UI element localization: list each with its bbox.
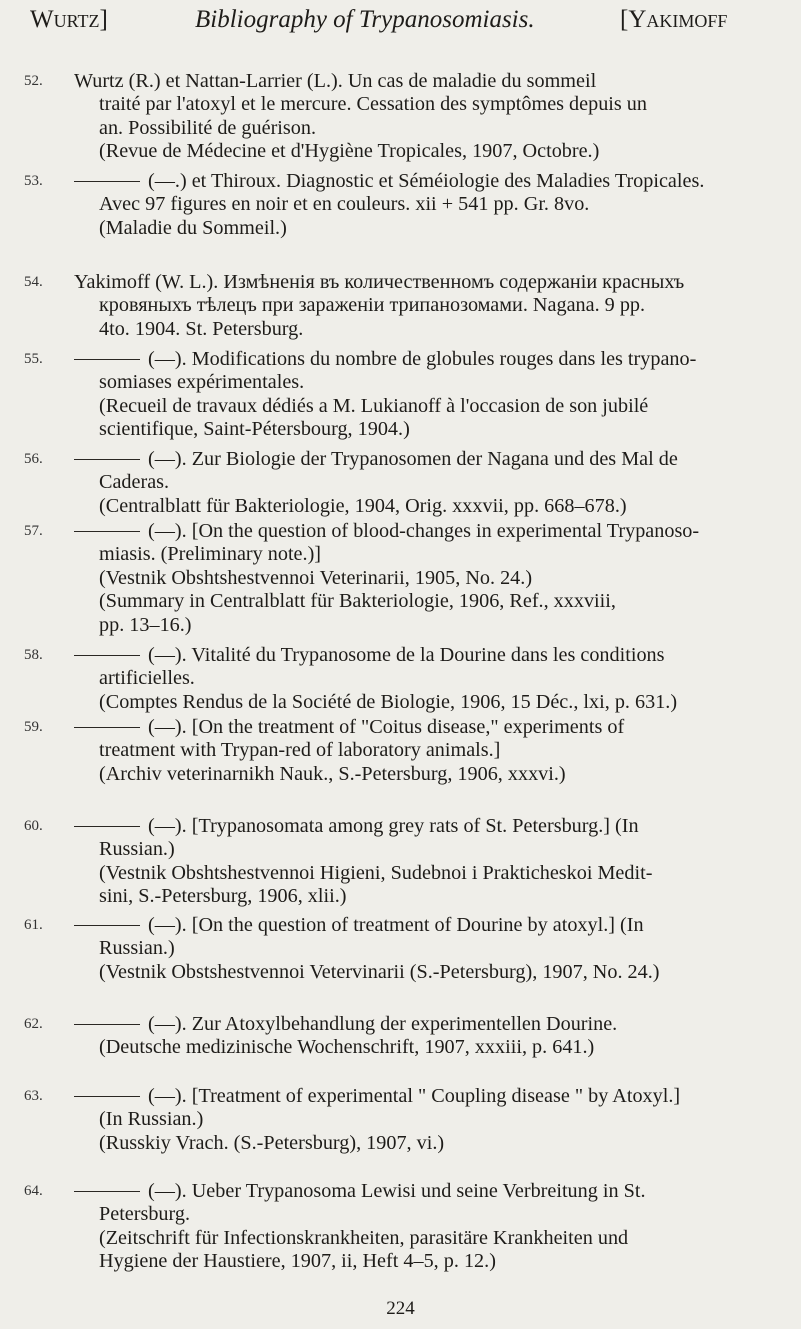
header-right: [Yakimoff [620, 6, 728, 33]
entry-line [24, 667, 774, 690]
bibliography-entry [24, 1085, 774, 1155]
entry-text: (—). [Treatment of experimental " Coupling disease " by Atoxyl.] [148, 1085, 681, 1107]
bibliography-entry [24, 70, 774, 164]
entry-text: (Maladie du Sommeil.) [99, 216, 287, 239]
entry-line [24, 1036, 774, 1059]
entry-line [24, 1203, 774, 1226]
entry-line [24, 495, 774, 518]
entry-line [24, 961, 774, 984]
entry-number: 64. [24, 1183, 43, 1199]
entry-text: (—). [On the treatment of "Coitus disease," experiments of [148, 716, 625, 738]
entry-line [24, 1132, 774, 1155]
entry-text: Avec 97 figures en noir et en couleurs. xii + 541 pp. Gr. 8vo. [99, 193, 590, 216]
ditto-rule [74, 826, 140, 827]
entry-text: Caderas. [99, 471, 170, 494]
entry-text: artificielles. [99, 667, 195, 690]
entry-text: (Zeitschrift für Infectionskrankheiten, parasitäre Krankheiten und [99, 1226, 629, 1249]
bibliography-entry [24, 914, 774, 984]
entry-line [24, 567, 774, 590]
entry-text: Hygiene der Haustiere, 1907, ii, Heft 4–5, p. 12.) [99, 1250, 496, 1273]
entry-text: (—). [On the question of blood-changes in experimental Trypanoso- [148, 520, 700, 542]
entry-number: 63. [24, 1088, 43, 1104]
entry-line [24, 1250, 774, 1273]
entry-line [24, 193, 774, 216]
entry-number: 57. [24, 523, 43, 539]
entry-line [24, 395, 774, 418]
ditto-rule [74, 181, 140, 182]
entry-line [24, 448, 774, 471]
bibliography-entry [24, 1013, 774, 1060]
entry-line [24, 294, 774, 317]
entry-line [24, 614, 774, 637]
entry-text: (—.) et Thiroux. Diagnostic et Séméiologie des Maladies Tropicales. [148, 170, 705, 192]
entry-text: Russian.) [99, 838, 175, 861]
entry-text: (—). [On the question of treatment of Dourine by atoxyl.] (In [148, 914, 644, 936]
entry-text: (Comptes Rendus de la Société de Biologie, 1906, 15 Déc., lxi, p. 631.) [99, 690, 678, 713]
entry-text: (Vestnik Obshtshestvennoi Veterinarii, 1905, No. 24.) [99, 566, 533, 589]
entry-number: 54. [24, 274, 43, 290]
entry-number: 56. [24, 451, 43, 467]
entry-line [24, 318, 774, 341]
entry-text: (—). Zur Atoxylbehandlung der experimentellen Dourine. [148, 1013, 618, 1035]
entry-line [24, 70, 774, 93]
ditto-rule [74, 1024, 140, 1025]
entry-text: (—). Zur Biologie der Trypanosomen der Nagana und des Mal de [148, 448, 678, 470]
entry-text: (Vestnik Obstshestvennoi Vetervinarii (S.-Petersburg), 1907, No. 24.) [99, 960, 660, 983]
running-header [0, 4, 801, 44]
ditto-rule [74, 925, 140, 926]
entry-text: miasis. (Preliminary note.)] [99, 543, 322, 566]
entry-line [24, 590, 774, 613]
ditto-rule [74, 359, 140, 360]
entry-line [24, 1085, 774, 1108]
entry-text: (Revue de Médecine et d'Hygiène Tropicales, 1907, Octobre.) [99, 140, 600, 163]
entry-text: кровяныхъ тѣлецъ при зараженіи трипанозомами. Nagana. 9 pp. [99, 294, 646, 317]
entry-line [24, 140, 774, 163]
ditto-rule [74, 459, 140, 460]
bibliography-entry [24, 1180, 774, 1274]
entry-text: treatment with Trypan-red of laboratory animals.] [99, 739, 501, 762]
entry-line [24, 93, 774, 116]
entry-line [24, 739, 774, 762]
header-left: Wurtz] [30, 6, 108, 33]
bibliography-entry [24, 644, 774, 714]
bibliography-entry [24, 448, 774, 518]
entry-line [24, 418, 774, 441]
bibliography-entry [24, 520, 774, 637]
entry-line [24, 543, 774, 566]
entry-text: (—). Modifications du nombre de globules rouges dans les trypano- [148, 348, 697, 370]
entry-line [24, 271, 774, 294]
entry-text: (—). Ueber Trypanosoma Lewisi und seine Verbreitung in St. [148, 1180, 646, 1202]
entry-text: Russian.) [99, 937, 175, 960]
entry-line [24, 716, 774, 739]
entry-line [24, 815, 774, 838]
entry-line [24, 1013, 774, 1036]
entry-text: (—). [Trypanosomata among grey rats of St. Petersburg.] (In [148, 815, 639, 837]
entry-text: pp. 13–16.) [99, 613, 192, 636]
entry-line [24, 170, 774, 193]
entry-line [24, 691, 774, 714]
entry-text: traité par l'atoxyl et le mercure. Cessation des symptômes depuis un [99, 93, 647, 116]
entry-number: 52. [24, 73, 43, 89]
entry-line [24, 1180, 774, 1203]
entry-line [24, 885, 774, 908]
entry-text: sini, S.-Petersburg, 1906, xlii.) [99, 885, 347, 908]
entry-text: (—). Vitalité du Trypanosome de la Dourine dans les conditions [148, 644, 665, 666]
entry-text: (Russkiy Vrach. (S.-Petersburg), 1907, vi.) [99, 1131, 445, 1154]
entry-text: an. Possibilité de guérison. [99, 116, 316, 139]
ditto-rule [74, 1096, 140, 1097]
bibliography-entry [24, 271, 774, 341]
entry-line [24, 348, 774, 371]
ditto-rule [74, 727, 140, 728]
entry-line [24, 763, 774, 786]
entry-text: (Recueil de travaux dédiés a M. Lukianoff à l'occasion de son jubilé [99, 394, 649, 417]
entry-line [24, 371, 774, 394]
entry-line [24, 644, 774, 667]
bibliography-entry [24, 716, 774, 786]
bibliography-entry [24, 348, 774, 442]
entry-text: (Centralblatt für Bakteriologie, 1904, Orig. xxxvii, pp. 668–678.) [99, 494, 627, 517]
page-number: 224 [386, 1298, 415, 1319]
entry-text: scientifique, Saint-Pétersbourg, 1904.) [99, 418, 410, 441]
entry-text: somiases expérimentales. [99, 371, 305, 394]
entry-number: 59. [24, 719, 43, 735]
entry-line [24, 862, 774, 885]
entry-number: 61. [24, 917, 43, 933]
entry-text: Wurtz (R.) et Nattan-Larrier (L.). Un cas de maladie du sommeil [74, 70, 597, 92]
ditto-rule [74, 1191, 140, 1192]
entry-number: 53. [24, 173, 43, 189]
entry-text: (Summary in Centralblatt für Bakteriologie, 1906, Ref., xxxviii, [99, 590, 616, 613]
entry-number: 55. [24, 351, 43, 367]
entry-text: Petersburg. [99, 1203, 191, 1226]
entry-line [24, 117, 774, 140]
entry-line [24, 1108, 774, 1131]
entry-line [24, 520, 774, 543]
ditto-rule [74, 655, 140, 656]
entry-text: (Archiv veterinarnikh Nauk., S.-Petersburg, 1906, xxxvi.) [99, 762, 566, 785]
entry-text: (In Russian.) [99, 1108, 204, 1131]
entry-text: (Deutsche medizinische Wochenschrift, 1907, xxxiii, p. 641.) [99, 1036, 595, 1059]
entry-number: 60. [24, 818, 43, 834]
entry-text: 4to. 1904. St. Petersburg. [99, 317, 304, 340]
entry-line [24, 471, 774, 494]
bibliography-entry [24, 815, 774, 909]
bibliography-entry [24, 170, 774, 240]
entry-line [24, 914, 774, 937]
entry-number: 58. [24, 647, 43, 663]
entry-line [24, 937, 774, 960]
ditto-rule [74, 531, 140, 532]
entry-text: Yakimoff (W. L.). Измѣненія въ количественномъ содержаніи красныхъ [74, 271, 685, 293]
entry-number: 62. [24, 1016, 43, 1032]
entry-line [24, 1227, 774, 1250]
entry-line [24, 838, 774, 861]
header-title: Bibliography of Trypanosomiasis. [195, 6, 535, 33]
entry-text: (Vestnik Obshtshestvennoi Higieni, Sudebnoi i Prakticheskoi Medit- [99, 861, 653, 884]
entry-line [24, 217, 774, 240]
